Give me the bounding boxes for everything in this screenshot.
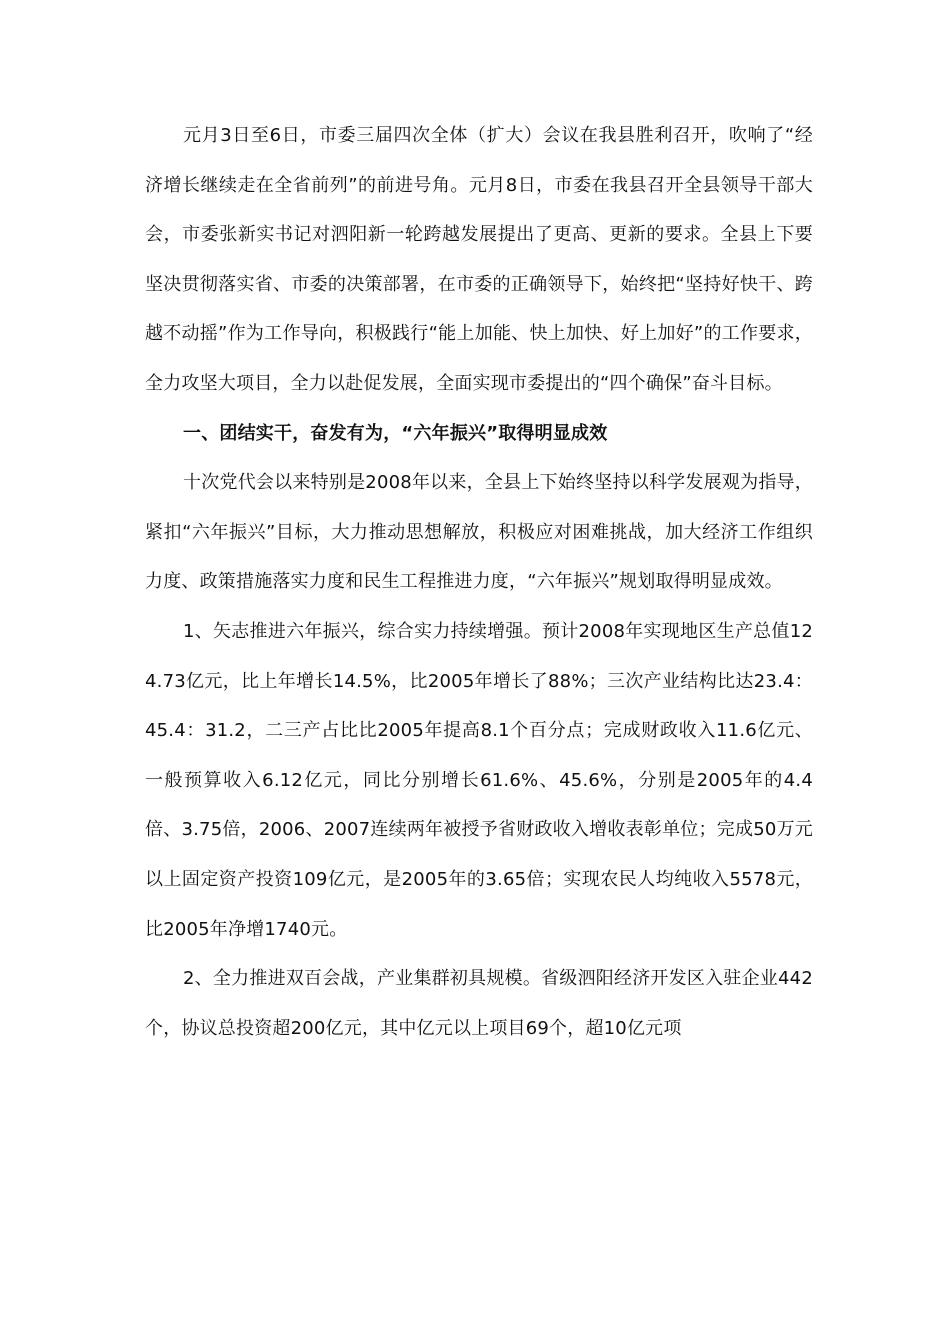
point-1-paragraph: 1、矢志推进六年振兴，综合实力持续增强。预计2008年实现地区生产总值124.73亿元，比上年增长14.5%，比2005年增长了88%；三次产业结构比达23.4：45.4：31.2，二三产占比比2005年提高8.1个百分点；完成财政收入11.6亿元、一般预算收入6.12亿元，同比分别增长61.6%、45.6%，分别是2005年的4.4倍、3.75倍，2006、2007连续两年被授予省财政收入增收表彰单位；完成50万元以上固定资产投资109亿元，是2005年的3.65倍；实现农民人均纯收入5578元，比2005年净增1740元。: [145, 620, 813, 940]
section-heading: 一、团结实干，奋发有为，“六年振兴”取得明显成效: [183, 422, 608, 444]
document-body: [145, 111, 813, 1053]
point-2-paragraph: 2、全力推进双百会战，产业集群初具规模。省级泗阳经济开发区入驻企业442个，协议总投资超200亿元，其中亿元以上项目69个，超10亿元项: [145, 968, 813, 1039]
summary-paragraph: 十次党代会以来特别是2008年以来，全县上下始终坚持以科学发展观为指导，紧扣“六年振兴”目标，大力推动思想解放，积极应对困难挑战，加大经济工作组织力度、政策措施落实力度和民生工程推进力度，“六年振兴”规划取得明显成效。: [145, 472, 813, 593]
intro-paragraph: 元月3日至6日，市委三届四次全体（扩大）会议在我县胜利召开，吹响了“经济增长继续走在全省前列”的前进号角。元月8日，市委在我县召开全县领导干部大会，市委张新实书记对泗阳新一轮跨越发展提出了更高、更新的要求。全县上下要坚决贯彻落实省、市委的决策部署，在市委的正确领导下，始终把“坚持好快干、跨越不动摇”作为工作导向，积极践行“能上加能、快上加快、好上加好”的工作要求，全力攻坚大项目，全力以赴促发展，全面实现市委提出的“四个确保”奋斗目标。: [145, 125, 813, 394]
